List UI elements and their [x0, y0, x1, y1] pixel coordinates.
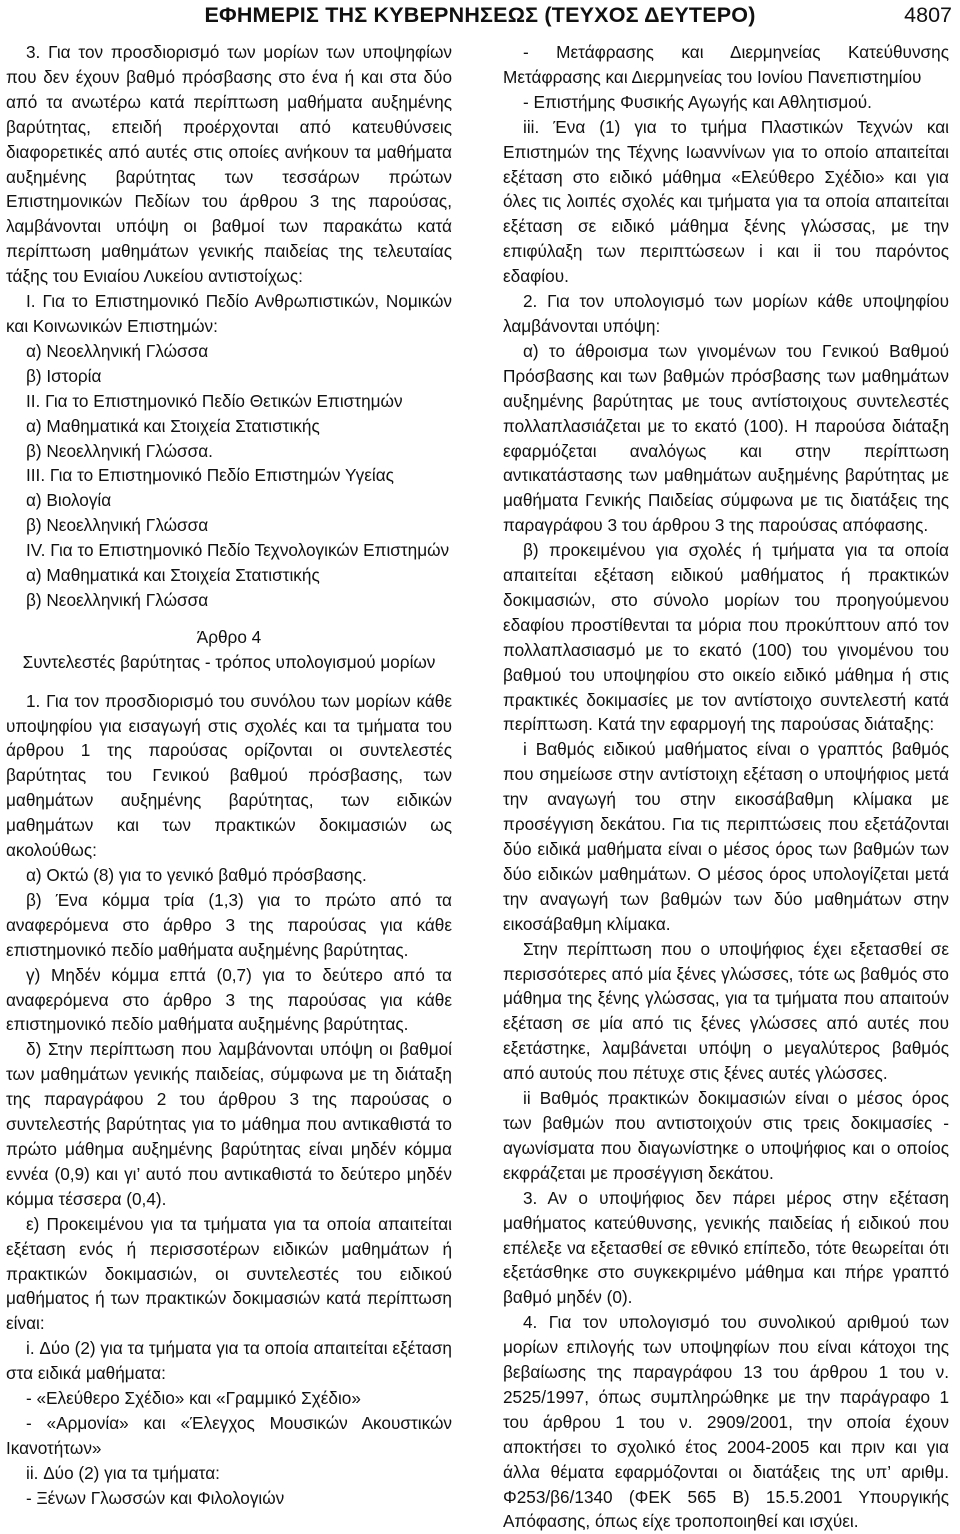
list-item: - Επιστήμης Φυσικής Αγωγής και Αθλητισμού. — [523, 91, 872, 112]
list-item: β) Νεοελληνική Γλώσσα — [26, 589, 209, 610]
coefficient-e: ε) Προκειμένου για τα τμήματα για τα οποία απαιτείται εξέταση ενός ή περισσοτέρων ειδικών μαθημάτων ή πρακτικών δοκιμασιών, οι συντελεστές του ειδικού μαθήματος ή των πρακτικών δοκιμασιών κατά περίπτωση είναι: — [6, 1213, 452, 1334]
field-iii-heading: III. Για το Επιστημονικό Πεδίο Επιστημών Υγείας — [26, 465, 394, 486]
paragraph-3-intro: 3. Για τον προσδιορισμό των μορίων των υποψηφίων που δεν έχουν βαθμό πρόσβασης στο ένα ή και στα δύο από τα ανωτέρω κατά περίπτωση μαθήματα αυξημένης βαρύτητας, επειδή προέρχονται από κατευθύνσεις διαφορετικές από αυτές στις οποίες ανήκουν τα μαθήματα αυξημένης βαρύτητας των τεσσάρων πρώτων Επιστημονικών Πεδίων του άρθρου 3 της παρούσας, λαμβάνονται υπόψη οι βαθμοί των παρακάτω κατά περίπτωση μαθημάτων γενικής παιδείας της τελευταίας τάξης του Ενιαίου Λυκείου αντιστοίχως: — [6, 42, 452, 287]
list-item: α) Μαθηματικά και Στοιχεία Στατιστικής — [26, 415, 320, 436]
list-item: - Ξένων Γλωσσών και Φιλολογιών — [26, 1487, 285, 1508]
article-4-paragraph-2: 2. Για τον υπολογισμό των μορίων κάθε υποψηφίου λαμβάνονται υπόψη: — [503, 291, 949, 336]
article-4-paragraph-4: 4. Για τον υπολογισμό του συνολικού αριθμού των μορίων επιλογής των υποψηφίων που είναι κάτοχοι της βεβαίωσης της παραγράφου 13 του άρθρου 1 του ν. 2525/1997, όπως συμπληρώθηκε με την παράγραφο 1 του άρθρου 1 του ν. 2909/2001, την οποία έχουν αποκτήσει το σχολικό έτος 2004-2005 και πριν και για άλλα θέματα εφαρμόζονται οι διατάξεις της υπ’ αριθμ. Φ253/β6/1340 (ΦΕΚ 565 Β) 15.5.2001 Υπουργικής Απόφασης, όπως είχε τροποποιηθεί και ισχύει. — [503, 1312, 949, 1532]
coefficient-c: γ) Μηδέν κόμμα επτά (0,7) για το δεύτερο από τα αναφερόμενα στο άρθρο 3 της παρούσας για κάθε επιστημονικό πεδίο μαθήματα αυξημένης βαρύτητας. — [6, 964, 452, 1035]
field-i-heading: I. Για το Επιστημονικό Πεδίο Ανθρωπιστικών, Νομικών και Κοινωνικών Επιστημών: — [6, 291, 452, 336]
list-item: - Μετάφρασης και Διερμηνείας Κατεύθυνσης Μετάφρασης και Διερμηνείας του Ιονίου Πανεπιστημίου — [503, 42, 949, 87]
gazette-title: ΕΦΗΜΕΡΙΣ ΤΗΣ ΚΥΒΕΡΝΗΣΕΩΣ (ΤΕΥΧΟΣ ΔΕΥΤΕΡΟ) — [204, 3, 756, 27]
coefficient-e-i: i. Δύο (2) για τα τμήματα για τα οποία απαιτείται εξέταση στα ειδικά μαθήματα: — [6, 1338, 452, 1384]
calculation-b-i: i Βαθμός ειδικού μαθήματος είναι ο γραπτός βαθμός που σημείωσε στην αντίστοιχη εξέταση ο υποψήφιος μετά την αναγωγή του στην εικοσάβαθμη κλίμακα με προσέγγιση δεκάτου. Για τις περιπτώσεις που εξετάζονται δύο ειδικά μαθήματα είναι ο μέσος όρος των βαθμών των δύο ειδικών μαθημάτων. Ο μέσος όρος υπολογίζεται μετά την αναγωγή των βαθμών των δύο μαθημάτων στην εικοσάβαθμη κλίμακα. — [503, 739, 949, 934]
calculation-b-ii: ii Βαθμός πρακτικών δοκιμασιών είναι ο μέσος όρος των βαθμών που αντιστοιχούν στις τρεις δοκιμασίες - αγωνίσματα που διαγωνίστηκε ο υποψήφιος και ο οποίος εκφράζεται με προσέγγιση δεκάτου. — [503, 1088, 949, 1183]
list-item: β) Νεοελληνική Γλώσσα. — [26, 440, 213, 461]
coefficient-e-iii: iii. Ένα (1) για το τμήμα Πλαστικών Τεχνών και Επιστημών της Τέχνης Ιωαννίνων για το οποίο απαιτείται εξέταση στο ειδικό μάθημα «Ελεύθερο Σχέδιο» και για όλες τις λοιπές σχολές και τμήματα για τα οποία απαιτείται εξέταση σε ειδικό μάθημα ξένης γλώσσας, με την επιφύλαξη των περιπτώσεων i και ii του παρόντος εδαφίου. — [503, 116, 949, 287]
page-header — [0, 0, 960, 40]
list-item: α) Μαθηματικά και Στοιχεία Στατιστικής — [26, 565, 320, 586]
coefficient-a: α) Οκτώ (8) για το γενικό βαθμό πρόσβασης. — [26, 865, 367, 885]
coefficient-d: δ) Στην περίπτωση που λαμβάνονται υπόψη οι βαθμοί των μαθημάτων γενικής παιδείας, σύμφωνα με τη διάταξη της παραγράφου 2 του άρθρου 3 της παρούσας ο συντελεστής βαρύτητας για το μάθημα που αντικαθιστά το πρώτο μάθημα αυξημένης βαρύτητας είναι μηδέν κόμμα εννέα (0,9) και γι’ αυτό που αντικαθιστά το δεύτερο μηδέν κόμμα τέσσερα (0,4). — [6, 1039, 452, 1209]
list-item: - «Ελεύθερο Σχέδιο» και «Γραμμικό Σχέδιο» — [26, 1388, 361, 1409]
right-column — [503, 40, 949, 1534]
list-item: β) Ιστορία — [26, 365, 102, 386]
left-column — [6, 40, 452, 1511]
article-4-paragraph-3: 3. Αν ο υποψήφιος δεν πάρει μέρος στην εξέταση μαθήματος κατεύθυνσης, γενικής παιδείας ή ειδικού που επέλεξε να εξετασθεί σε εθνικό επίπεδο, τότε θεωρείται ότι εξετάσθηκε στο συγκεκριμένο μάθημα και πήρε γραπτό βαθμό μηδέν (0). — [503, 1187, 949, 1308]
calculation-b-foreign-languages: Στην περίπτωση που ο υποψήφιος έχει εξετασθεί σε περισσότερες από μία ξένες γλώσσες, τότε ως βαθμός στο μάθημα της ξένης γλώσσας, για τα τμήματα που απαιτούν εξέταση σε μία από τις ξένες γλώσσες από αυτές που εξετάστηκε, λαμβάνεται υπόψη ο μεγαλύτερος βαθμός από αυτούς που πέτυχε στις ξένες αυτές γλώσσες. — [503, 938, 949, 1084]
coefficient-e-ii: ii. Δύο (2) για τα τμήματα: — [26, 1462, 220, 1483]
page-number: 4807 — [904, 3, 952, 27]
article-4-paragraph-1: 1. Για τον προσδιορισμό του συνόλου των μορίων κάθε υποψηφίου για εισαγωγή στις σχολές και τα τμήματα του άρθρου 1 της παρούσας ορίζονται οι συντελεστές βαρύτητας του Γενικού βαθμού πρόσβασης, των μαθημάτων αυξημένης βαρύτητας, των ειδικών μαθημάτων και των πρακτικών δοκιμασιών ως ακολούθως: — [6, 690, 452, 861]
coefficient-b: β) Ένα κόμμα τρία (1,3) για το πρώτο από τα αναφερόμενα στο άρθρο 3 της παρούσας για κάθε επιστημονικό πεδίο μαθήματα αυξημένης βαρύτητας. — [6, 889, 452, 960]
list-item: β) Νεοελληνική Γλώσσα — [26, 515, 209, 536]
list-item: - «Αρμονία» και «Έλεγχος Μουσικών Ακουστικών Ικανοτήτων» — [6, 1412, 452, 1458]
field-iv-heading: IV. Για το Επιστημονικό Πεδίο Τεχνολογικών Επιστημών — [26, 540, 450, 561]
article-4-subtitle: Συντελεστές βαρύτητας - τρόπος υπολογισμού μορίων — [22, 651, 436, 672]
article-4-heading: Άρθρο 4 — [196, 626, 262, 647]
field-ii-heading: II. Για το Επιστημονικό Πεδίο Θετικών Επιστημών — [26, 390, 403, 411]
calculation-a: α) το άθροισμα των γινομένων του Γενικού Βαθμού Πρόσβασης και των βαθμών πρόσβασης των μαθημάτων αυξημένης βαρύτητας με τους αντίστοιχους συντελεστές πολλαπλασιάζεται με το εκατό (100). Η παρούσα διάταξη εφαρμόζεται αναλόγως και στην περίπτωση αντικατάστασης των μαθημάτων αυξημένης βαρύτητας με μαθήματα Γενικής Παιδείας σύμφωνα με τις διατάξεις της παραγράφου 3 του άρθρου 3 της παρούσας απόφασης. — [503, 340, 949, 536]
calculation-b: β) προκειμένου για σχολές ή τμήματα για τα οποία απαιτείται εξέταση ειδικού μαθήματος ή πρακτικών δοκιμασιών, στο σύνολο μορίων του προηγούμενου εδαφίου προστίθενται τα μόρια που προκύπτουν από τον πολλαπλασιασμό με το εκατό (100) του γινομένου του βαθμού του υποψηφίου στο οικείο ειδικό μάθημα ή στις πρακτικές δοκιμασίες με τον αντίστοιχο συντελεστή κατά περίπτωση. Κατά την εφαρμογή της παρούσας διάταξης: — [503, 540, 949, 735]
list-item: α) Βιολογία — [26, 490, 112, 511]
list-item: α) Νεοελληνική Γλώσσα — [26, 340, 209, 361]
